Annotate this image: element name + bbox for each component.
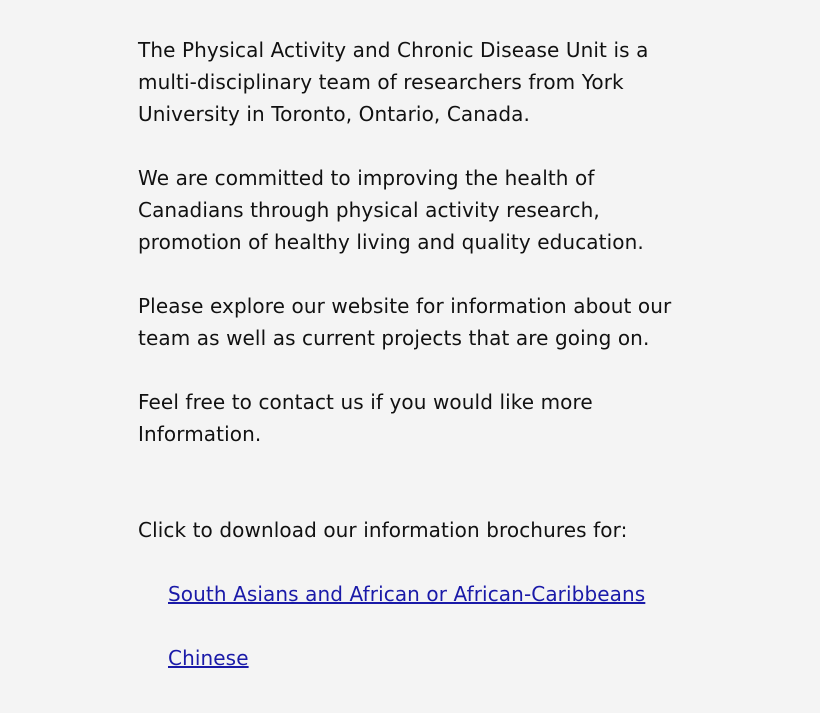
brochure-link-chinese[interactable]: Chinese	[168, 646, 249, 670]
explore-paragraph: Please explore our website for information about our team as well as current projects that are going on.	[138, 294, 672, 350]
main-content	[138, 34, 698, 706]
intro-paragraph: The Physical Activity and Chronic Disease Unit is a multi-disciplinary team of researchers from York University in Toronto, Ontario, Canada.	[138, 38, 649, 126]
brochure-intro-text: Click to download our information brochures for:	[138, 518, 628, 542]
brochure-link-item	[168, 578, 698, 610]
commitment-paragraph: We are committed to improving the health of Canadians through physical activity research, promotion of healthy living and quality education.	[138, 166, 644, 254]
brochure-link-item	[168, 642, 698, 674]
brochure-link-south-asian-african[interactable]: South Asians and African or African-Caribbeans	[168, 582, 646, 606]
contact-paragraph: Feel free to contact us if you would like more Information.	[138, 390, 593, 446]
